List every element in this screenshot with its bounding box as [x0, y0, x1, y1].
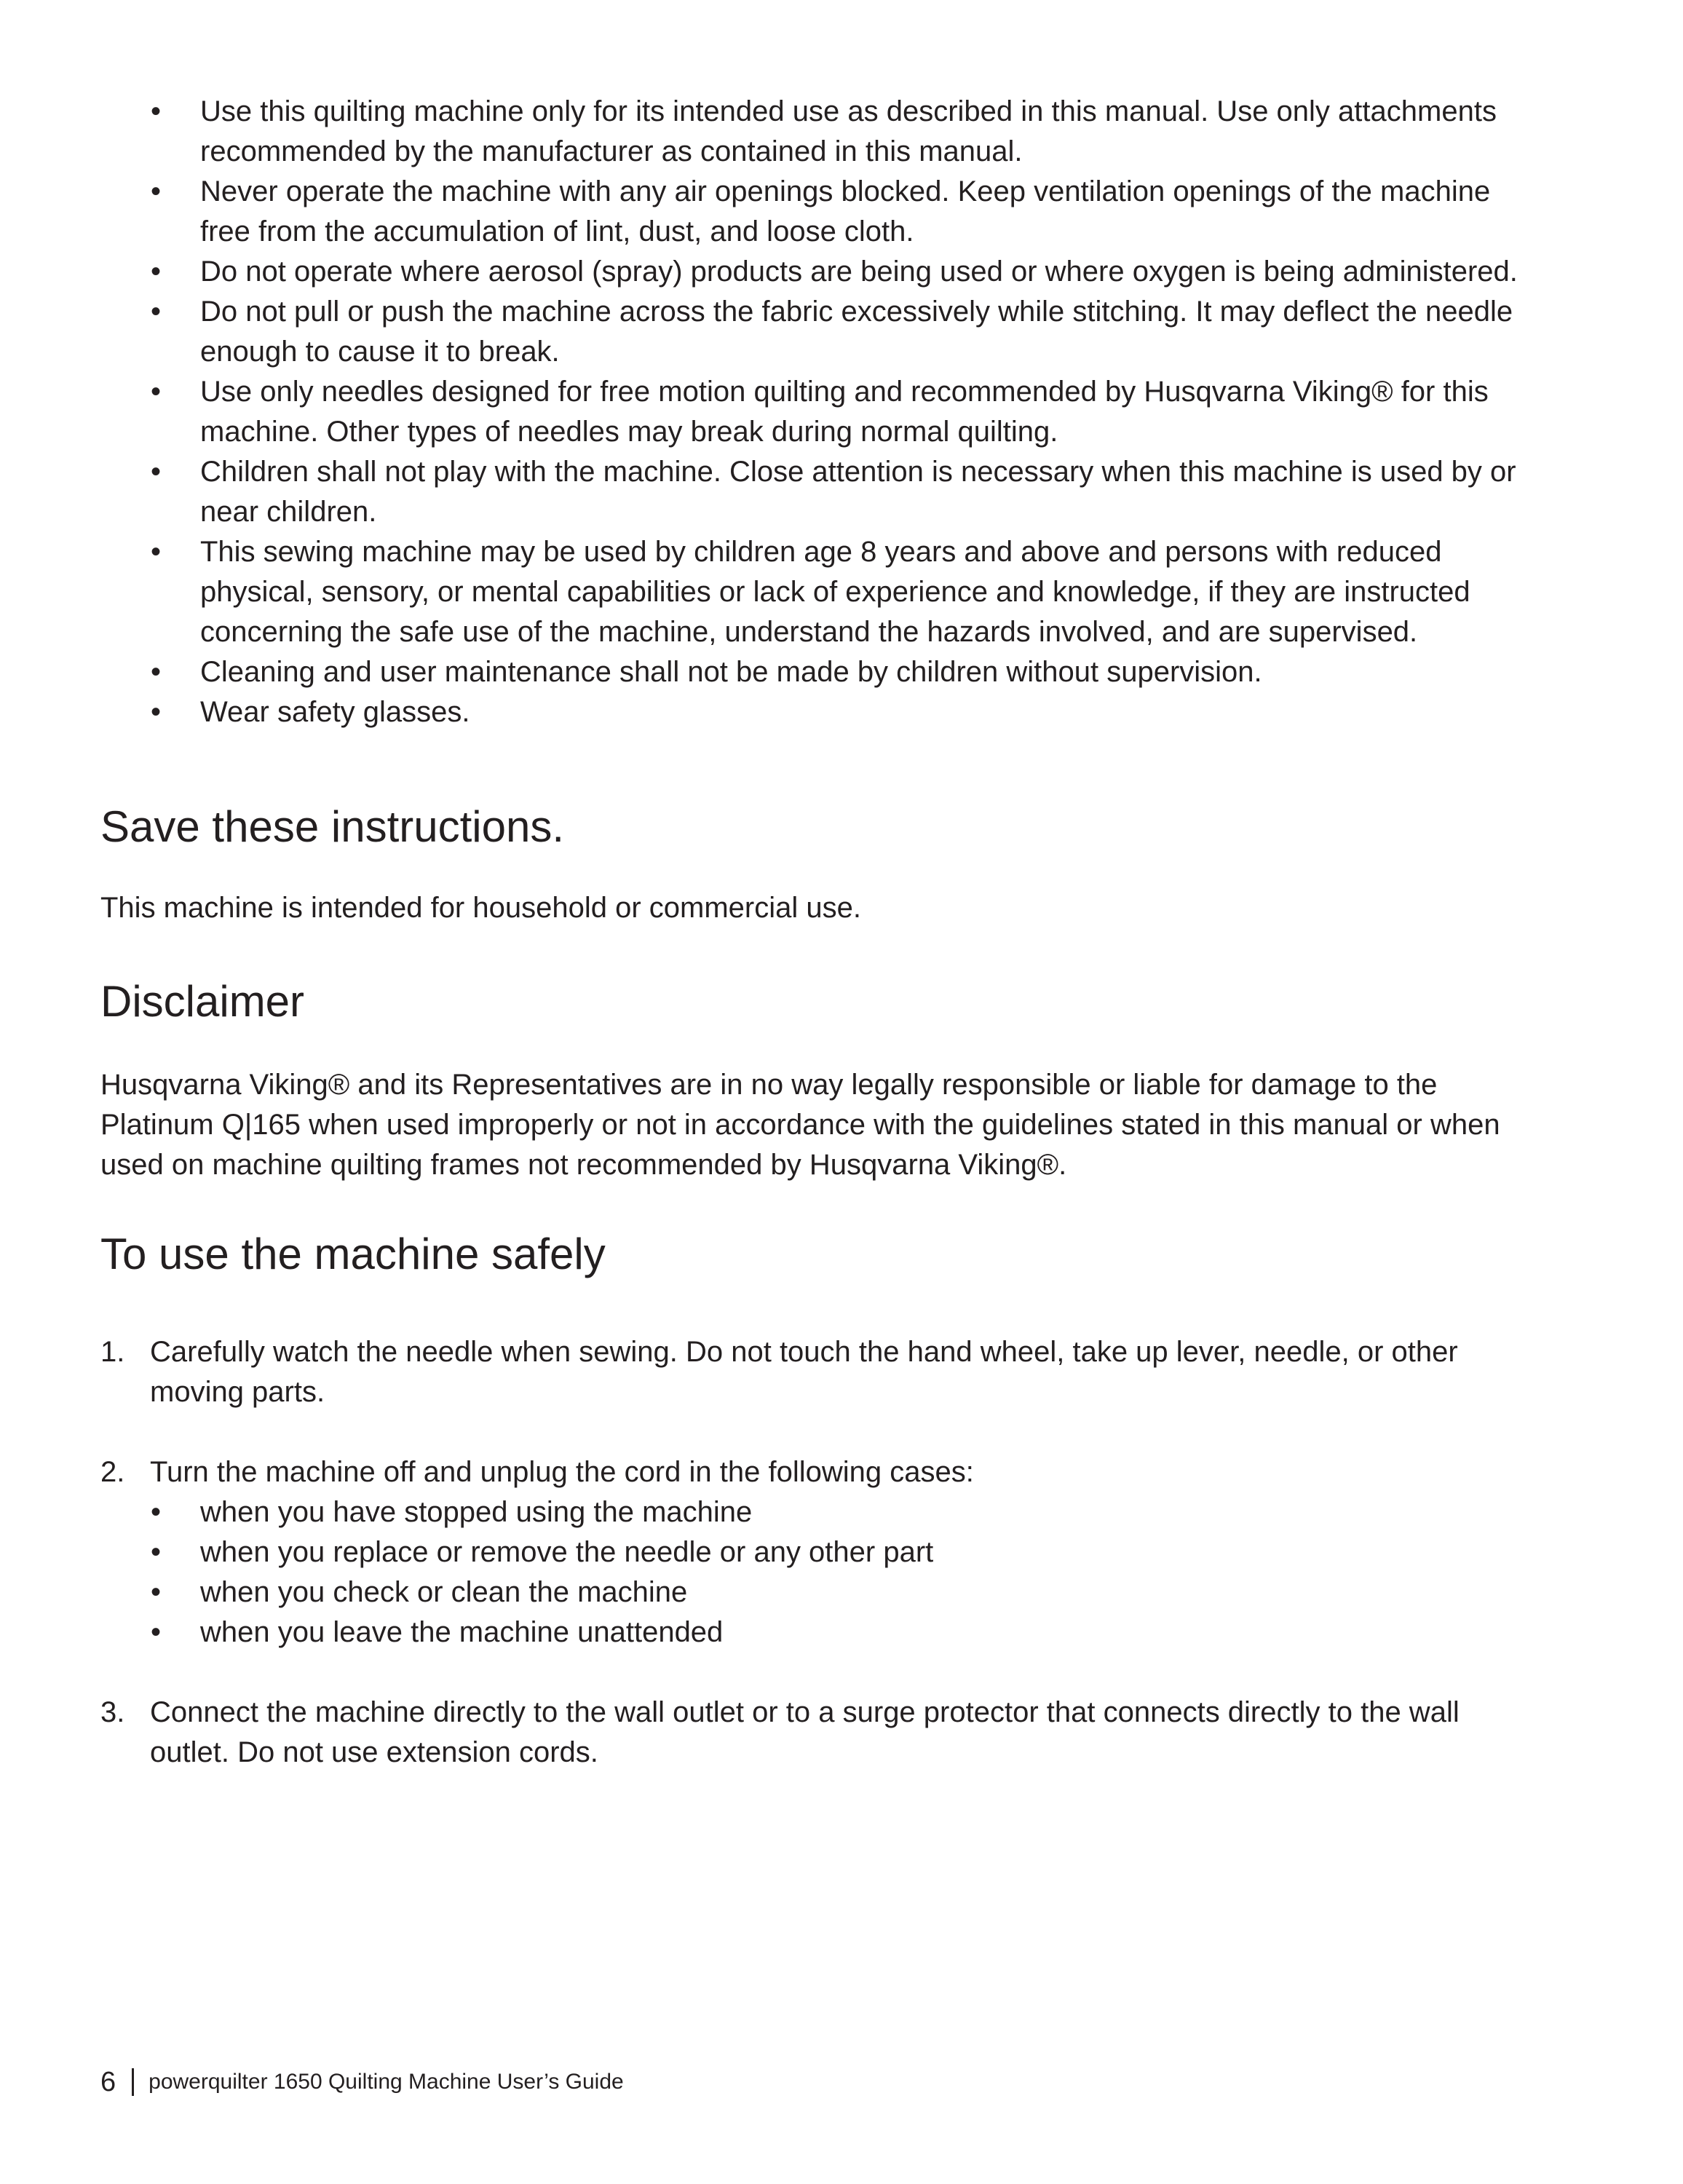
- list-item: [0, 252, 1532, 292]
- bullet-text: Use this quilting machine only for its intended use as described in this manual. Use only attachments recommended by the manufacturer as contained in this manual.: [200, 95, 1497, 167]
- safe-use-steps: [0, 1332, 1683, 1813]
- bullet-text: Use only needles designed for free motion quilting and recommended by Husqvarna Viking® for this machine. Other types of needles may break during normal quilting.: [200, 376, 1489, 448]
- bullet-icon: •: [151, 376, 162, 408]
- list-item: [0, 532, 1532, 652]
- disclaimer-text: Husqvarna Viking® and its Representatives are in no way legally responsible or liable for damage to the Platinum Q|165 when used improperly or not in accordance with the guidelines stated in this manual or when used on machine quilting frames not recommended by Husqvarna Viking®.: [100, 1069, 1500, 1181]
- step-text: Turn the machine off and unplug the cord in the following cases:: [150, 1456, 974, 1488]
- list-item: [0, 452, 1532, 532]
- list-item: [150, 1532, 1533, 1572]
- step-text: Connect the machine directly to the wall outlet or to a surge protector that connects directly to the wall outlet. Do not use extension cords.: [150, 1696, 1460, 1768]
- bullet-text: Never operate the machine with any air openings blocked. Keep ventilation openings of the machine free from the accumulation of lint, dust, and loose cloth.: [200, 175, 1491, 248]
- page-footer: [100, 2068, 624, 2097]
- bullet-icon: •: [151, 1496, 162, 1528]
- bullet-icon: •: [151, 656, 162, 688]
- bullet-icon: •: [151, 536, 162, 568]
- safe-use-heading: To use the machine safely: [100, 1230, 606, 1278]
- bullet-text: Cleaning and user maintenance shall not be made by children without supervision.: [200, 656, 1262, 688]
- bullet-icon: •: [151, 175, 162, 207]
- list-item: [0, 692, 1532, 732]
- footer-title: powerquilter 1650 Quilting Machine User’s Guide: [148, 2070, 624, 2094]
- bullet-text: when you check or clean the machine: [200, 1576, 688, 1608]
- bullet-icon: •: [151, 256, 162, 288]
- bullet-icon: •: [151, 696, 162, 728]
- list-item: [0, 92, 1532, 172]
- bullet-icon: •: [151, 1576, 162, 1608]
- bullet-text: Do not operate where aerosol (spray) products are being used or where oxygen is being administered.: [200, 256, 1518, 288]
- list-item: [150, 1492, 1533, 1532]
- bullet-text: This sewing machine may be used by children age 8 years and above and persons with reduced physical, sensory, or mental capabilities or lack of experience and knowledge, if they are instructed concerning the safe use of the machine, understand the hazards involved, and are supervised.: [200, 536, 1470, 648]
- step-number: 2.: [100, 1456, 125, 1488]
- footer-divider: [132, 2068, 134, 2096]
- list-item: [0, 172, 1532, 252]
- safety-bullet-list: [0, 92, 1683, 732]
- unplug-cases-list: [150, 1492, 1533, 1653]
- bullet-text: when you replace or remove the needle or any other part: [200, 1536, 934, 1568]
- list-item: [150, 1572, 1533, 1613]
- save-instructions-heading: Save these instructions.: [100, 802, 565, 851]
- bullet-text: when you have stopped using the machine: [200, 1496, 753, 1528]
- list-item: [150, 1613, 1533, 1653]
- step-number: 1.: [100, 1336, 125, 1368]
- list-item: [0, 372, 1532, 452]
- bullet-icon: •: [151, 456, 162, 488]
- intended-use-text: This machine is intended for household or commercial use.: [100, 892, 861, 924]
- step-item: [0, 1452, 1533, 1653]
- bullet-icon: •: [151, 296, 162, 328]
- bullet-icon: •: [151, 1616, 162, 1648]
- page-number: 6: [100, 2067, 116, 2097]
- step-text: Carefully watch the needle when sewing. Do not touch the hand wheel, take up lever, needle, or other moving parts.: [150, 1336, 1458, 1408]
- disclaimer-heading: Disclaimer: [100, 977, 305, 1026]
- list-item: [0, 652, 1532, 692]
- list-item: [0, 292, 1532, 372]
- step-number: 3.: [100, 1696, 125, 1728]
- bullet-text: when you leave the machine unattended: [200, 1616, 724, 1648]
- step-item: [0, 1332, 1533, 1412]
- bullet-icon: •: [151, 95, 162, 127]
- step-item: [0, 1693, 1533, 1773]
- bullet-text: Children shall not play with the machine. Close attention is necessary when this machine is used by or near children.: [200, 456, 1516, 528]
- bullet-icon: •: [151, 1536, 162, 1568]
- bullet-text: Wear safety glasses.: [200, 696, 470, 728]
- bullet-text: Do not pull or push the machine across the fabric excessively while stitching. It may deflect the needle enough to cause it to break.: [200, 296, 1513, 368]
